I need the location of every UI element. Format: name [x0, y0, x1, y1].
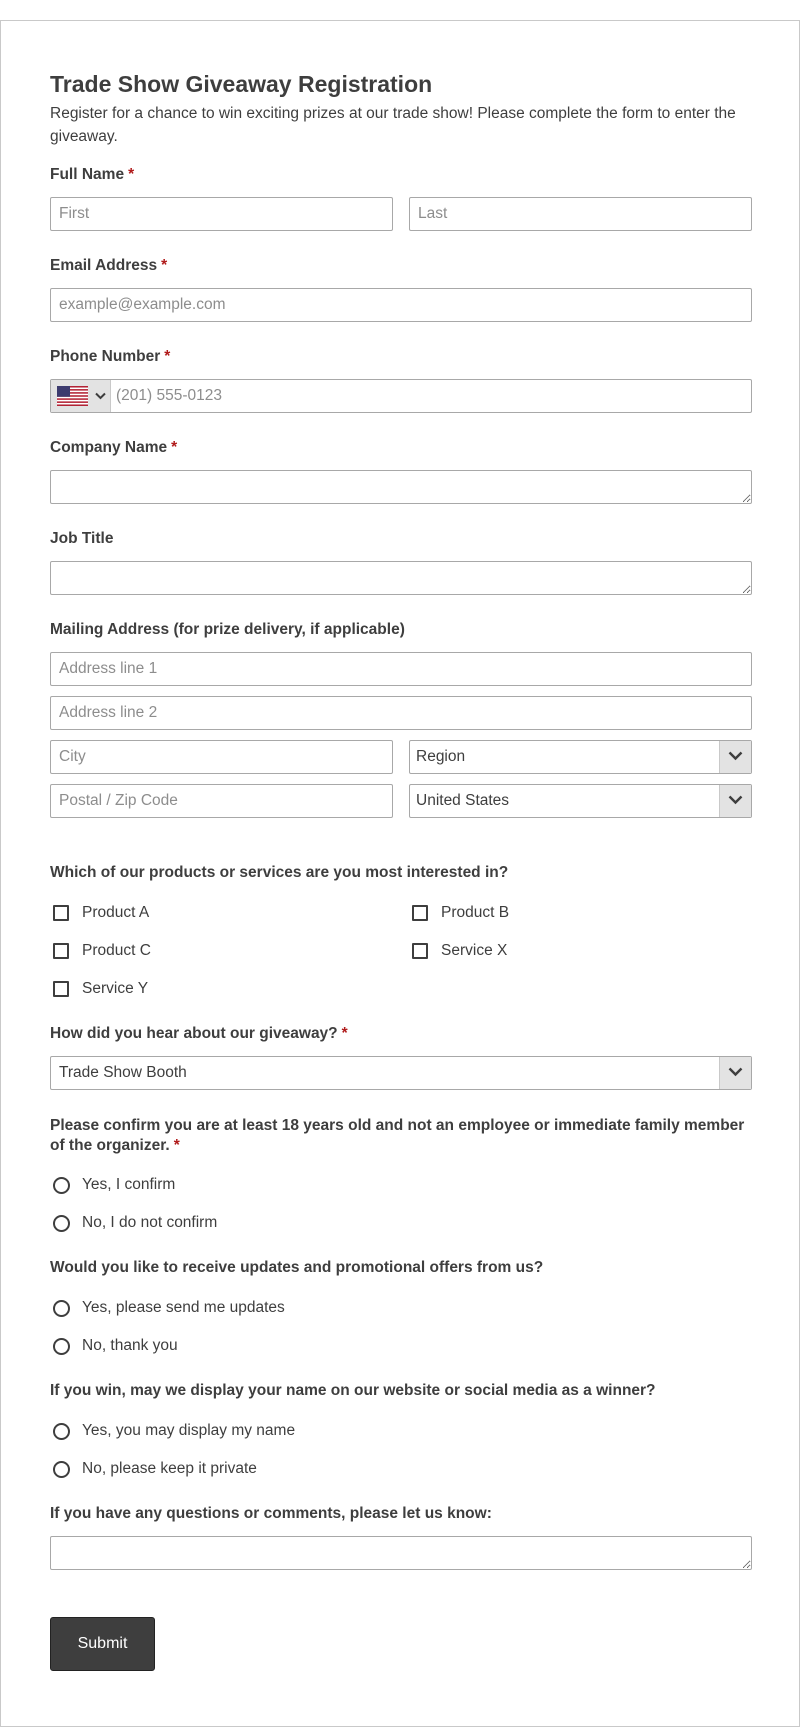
address-line1-input[interactable] [50, 652, 752, 686]
option-label: No, thank you [82, 1337, 178, 1354]
country-select-value: United States [416, 792, 510, 809]
display-name-option[interactable] [50, 1419, 295, 1443]
job-title-input[interactable] [50, 561, 752, 595]
address-label: Mailing Address (for prize delivery, if applicable) [50, 621, 405, 638]
form-description: Register for a chance to win exciting prizes at our trade show! Please complete the form to enter the giveaway. [50, 105, 736, 145]
interest-option[interactable] [50, 901, 149, 925]
country-code-select[interactable] [51, 380, 111, 412]
radio-button[interactable] [53, 1461, 70, 1478]
confirm-label: Please confirm you are at least 18 years old and not an employee or immediate family member of the organizer. * [50, 1117, 745, 1154]
company-label: Company Name * [50, 439, 178, 456]
phone-input[interactable] [112, 380, 751, 412]
option-label: Product C [82, 942, 151, 959]
postal-code-input[interactable] [50, 784, 393, 818]
phone-field [50, 379, 752, 413]
email-input[interactable] [50, 288, 752, 322]
company-input[interactable] [50, 470, 752, 504]
country-select-arrow [719, 785, 751, 817]
option-label: No, I do not confirm [82, 1214, 218, 1231]
interest-option[interactable] [409, 939, 507, 963]
comments-label: If you have any questions or comments, please let us know: [50, 1505, 492, 1522]
email-label: Email Address * [50, 257, 168, 274]
city-input[interactable] [50, 740, 393, 774]
checkbox[interactable] [412, 943, 428, 959]
updates-label: Would you like to receive updates and promotional offers from us? [50, 1259, 544, 1276]
region-select-arrow [719, 741, 751, 773]
checkbox[interactable] [53, 981, 69, 997]
option-label: Yes, I confirm [82, 1176, 176, 1193]
checkbox[interactable] [53, 943, 69, 959]
heard-select-arrow [719, 1057, 751, 1089]
option-label: Service X [441, 942, 508, 959]
chevron-down-icon [728, 751, 743, 761]
interest-option[interactable] [409, 901, 509, 925]
phone-label: Phone Number * [50, 348, 171, 365]
heard-label: How did you hear about our giveaway? * [50, 1025, 348, 1042]
radio-button[interactable] [53, 1300, 70, 1317]
submit-button[interactable]: Submit [50, 1617, 155, 1671]
address-line2-input[interactable] [50, 696, 752, 730]
full-name-label: Full Name * [50, 166, 135, 183]
display-name-label: If you win, may we display your name on our website or social media as a winner? [50, 1382, 656, 1399]
updates-option[interactable] [50, 1334, 178, 1358]
option-label: No, please keep it private [82, 1460, 257, 1477]
chevron-down-icon [728, 795, 743, 805]
option-label: Yes, please send me updates [82, 1299, 285, 1316]
last-name-input[interactable] [409, 197, 752, 231]
confirm-option[interactable] [50, 1173, 175, 1197]
updates-option[interactable] [50, 1296, 285, 1320]
us-flag-icon [57, 386, 88, 406]
chevron-down-icon [728, 1067, 743, 1077]
interest-option[interactable] [50, 939, 151, 963]
confirm-option[interactable] [50, 1211, 217, 1235]
radio-button[interactable] [53, 1423, 70, 1440]
interest-option[interactable] [50, 977, 148, 1001]
chevron-down-icon [95, 392, 106, 400]
radio-button[interactable] [53, 1177, 70, 1194]
heard-select-value: Trade Show Booth [59, 1064, 187, 1081]
job-title-label: Job Title [50, 530, 114, 547]
option-label: Product B [441, 904, 510, 921]
form-card [0, 20, 800, 1727]
radio-button[interactable] [53, 1338, 70, 1355]
radio-button[interactable] [53, 1215, 70, 1232]
heard-select[interactable] [50, 1056, 752, 1090]
comments-input[interactable] [50, 1536, 752, 1570]
checkbox[interactable] [412, 905, 428, 921]
form-title: Trade Show Giveaway Registration [50, 71, 433, 97]
display-name-option[interactable] [50, 1457, 257, 1481]
option-label: Product A [82, 904, 150, 921]
checkbox[interactable] [53, 905, 69, 921]
interests-label: Which of our products or services are you most interested in? [50, 864, 509, 881]
region-select[interactable] [409, 740, 752, 774]
country-select[interactable] [409, 784, 752, 818]
first-name-input[interactable] [50, 197, 393, 231]
option-label: Service Y [82, 980, 149, 997]
region-select-value: Region [416, 748, 466, 765]
option-label: Yes, you may display my name [82, 1422, 296, 1439]
